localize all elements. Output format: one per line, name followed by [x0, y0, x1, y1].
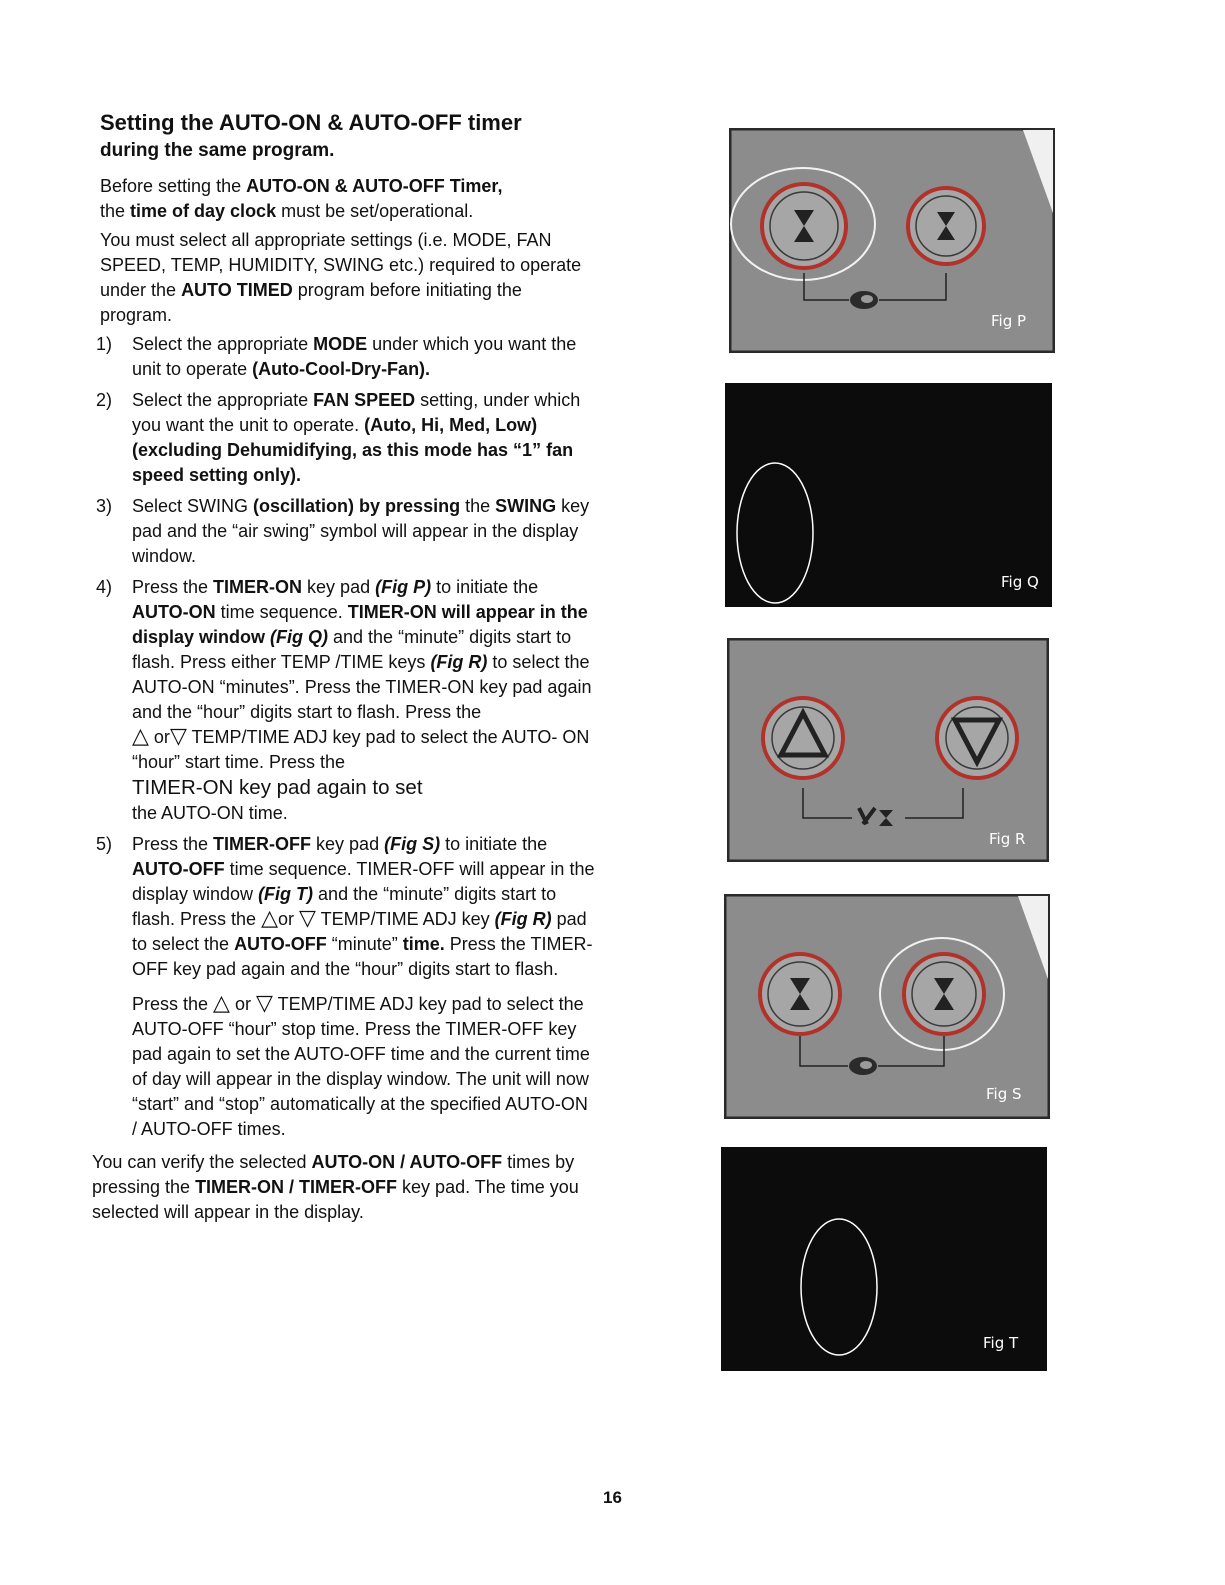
step-text: Select SWING (oscillation) by pressing the SWING key pad and the “air swing” symbol will appear in the display window. — [132, 496, 590, 566]
up-triangle-icon: △ — [261, 905, 278, 930]
timer-off-button-icon — [908, 188, 984, 264]
step-2 — [92, 388, 597, 488]
step-text: Press the TIMER-ON key pad (Fig P) to initiate the AUTO-ON time sequence. TIMER-ON will appear in the display window (Fig Q) and the “minute” digits start to flash. Press either TEMP /TIME keys (Fig R) to select the AUTO-ON “minutes”. Press the TIMER-ON key pad again and the “hour” digits start to flash. Press the △ or▽ TEMP/TIME ADJ key pad to select the AUTO- ON “hour” start time. Press the TIMER-ON key pad again to set the AUTO-ON time. — [132, 577, 592, 823]
figure-q — [725, 383, 1052, 607]
intro-paragraph-1: Before setting the AUTO-ON & AUTO-OFF Timer, the time of day clock must be set/operational. — [100, 176, 503, 221]
step-number: 4) — [96, 577, 113, 597]
fig-r-label: Fig R — [989, 830, 1026, 848]
temp-down-button-icon — [937, 698, 1017, 778]
step-text: Select the appropriate MODE under which you want the unit to operate (Auto-Cool-Dry-Fan). — [132, 334, 577, 379]
figure-t — [721, 1147, 1047, 1371]
down-triangle-icon: ▽ — [299, 905, 316, 930]
temp-up-button-icon — [763, 698, 843, 778]
step-4 — [92, 575, 597, 826]
step-5 — [92, 832, 597, 1142]
step-5-continuation: Press the △ or ▽ TEMP/TIME ADJ key pad to select the AUTO-OFF “hour” stop time. Press the TIMER-OFF key pad again to set the AUTO-OFF time and the current time of day will appear in the display window. The unit will now “start” and “stop” automatically at the specified AUTO-ON / AUTO-OFF times. — [132, 990, 590, 1139]
figure-p — [729, 128, 1055, 353]
step-number: 1) — [96, 334, 113, 354]
page-number: 16 — [603, 1488, 622, 1507]
up-triangle-icon: △ — [213, 990, 230, 1015]
intro-paragraph-2: You must select all appropriate settings (i.e. MODE, FAN SPEED, TEMP, HUMIDITY, SWING etc.) required to operate under the AUTO TIMED program before initiating the program. — [100, 230, 582, 325]
step-number: 3) — [96, 496, 113, 516]
step-text: Select the appropriate FAN SPEED setting, under which you want the unit to operate. (Auto, Hi, Med, Low) (excluding Dehumidifying, as this mode has “1” fan speed setting only). — [132, 390, 581, 485]
up-triangle-icon: △ — [132, 723, 149, 748]
step-number: 5) — [96, 834, 113, 854]
step-text: Press the TIMER-OFF key pad (Fig S) to initiate the AUTO-OFF time sequence. TIMER-OFF will appear in the display window (Fig T) and the “minute” digits start to flash. Press the △or ▽ TEMP/TIME ADJ key (Fig R) pad to select the AUTO-OFF “minute” time. Press the TIMER-OFF key pad again and the “hour” digits start to flash. Press the △ or ▽ TEMP/TIME ADJ key pad to select the AUTO-OFF “hour” stop time. Press the TIMER-OFF key pad again to set the AUTO-OFF time and the current time of day will appear in the display window. The unit will now “start” and “stop” automatically at the specified AUTO-ON / AUTO-OFF times. — [132, 832, 597, 1142]
instructions-column — [92, 108, 597, 1243]
down-triangle-icon: ▽ — [255, 990, 273, 1015]
fig-q-label: Fig Q — [1001, 573, 1039, 591]
fig-p-label: Fig P — [991, 312, 1027, 330]
step-3 — [92, 494, 597, 569]
fig-s-label: Fig S — [986, 1085, 1022, 1103]
step-1 — [92, 332, 597, 382]
section-subtitle: during the same program. — [100, 140, 335, 161]
timer-on-button-icon — [762, 184, 846, 268]
section-title: Setting the AUTO-ON & AUTO-OFF timer — [100, 110, 522, 135]
down-triangle-icon: ▽ — [169, 723, 187, 748]
step-number: 2) — [96, 390, 113, 410]
timer-on-button-icon — [760, 954, 840, 1034]
fig-t-label: Fig T — [983, 1334, 1019, 1352]
timer-off-button-icon — [904, 954, 984, 1034]
figure-r — [727, 638, 1049, 862]
figure-s — [724, 894, 1050, 1119]
closing-paragraph: You can verify the selected AUTO-ON / AUTO-OFF times by pressing the TIMER-ON / TIMER-OFF key pad. The time you selected will appear in the display. — [92, 1152, 579, 1222]
